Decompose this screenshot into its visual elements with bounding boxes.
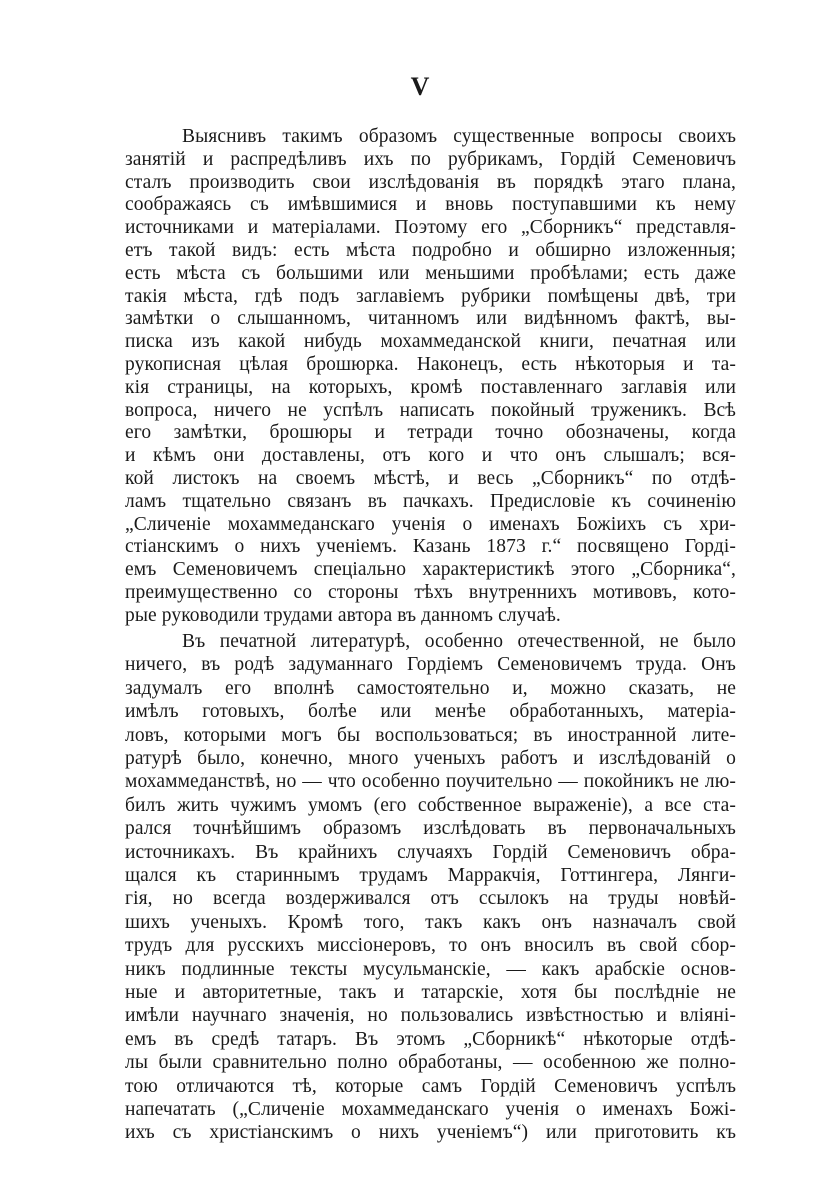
text-line: ные и авторитетные, такъ и татарскіе, хотя бы послѣдніе не (125, 982, 736, 1003)
text-line: источниками и матеріалами. Поэтому его „Сборникъ“ представля- (125, 217, 736, 239)
text-line: „Сличеніе мохаммеданскаго ученія о именахъ Божіихъ съ хри- (125, 513, 736, 535)
text-line: никъ подлинные тексты мусульманскіе, — какъ арабскіе основ- (125, 958, 736, 980)
text-line: ловъ, которыми могъ бы воспользоваться; въ иностранной лите- (125, 724, 736, 746)
text-line: рукописная цѣлая брошюрка. Наконецъ, есть нѣкоторыя и та- (125, 354, 736, 375)
text-line: гія, но всегда воздерживался отъ ссылокъ на труды новѣй- (125, 888, 736, 910)
text-line: кія страницы, на которыхъ, кромѣ поставленнаго заглавія или (125, 376, 736, 398)
text-line: Въ печатной литературѣ, особенно отечественной, не было (182, 631, 736, 652)
text-line: занятій и распредѣливъ ихъ по рубрикамъ, Гордій Семеновичъ (125, 148, 736, 170)
text-line: шихъ ученыхъ. Кромѣ того, такъ какъ онъ назначалъ свой (125, 911, 736, 933)
text-line: кой листокъ на своемъ мѣстѣ, и весь „Сборникъ“ по отдѣ- (125, 468, 736, 489)
text-line: напечатать („Сличеніе мохаммеданскаго ученія о именахъ Божі- (125, 1099, 736, 1120)
text-line: стіанскимъ о нихъ ученіемъ. Казань 1873 г.“ посвящено Горді- (125, 536, 736, 558)
text-line: вопроса, ничего не успѣлъ написать покойный труженикъ. Всѣ (125, 399, 736, 421)
text-line: преимущественно со стороны тѣхъ внутреннихъ мотивовъ, кото- (125, 582, 736, 603)
text-line: сталъ производить свои изслѣдованія въ порядкѣ этаго плана, (125, 171, 736, 193)
text-line: щался къ стариннымъ трудамъ Марракчія, Готтингера, Лянги- (125, 865, 736, 886)
text-line: такія мѣста, гдѣ подъ заглавіемъ рубрики помѣщены двѣ, три (125, 285, 736, 307)
text-line: лы были сравнительно полно обработаны, — особенною же полно- (125, 1052, 736, 1074)
text-line: ламъ тщательно связанъ въ пачкахъ. Предисловіе къ сочиненію (125, 490, 736, 512)
text-line: имѣли научнаго значенія, но пользовались извѣстностью и вліяні- (125, 1005, 736, 1027)
text-line: и кѣмъ они доставлены, отъ кого и что онъ слышалъ; вся- (125, 445, 736, 467)
text-line: билъ жить чужимъ умомъ (его собственное выраженіе), а все ста- (125, 794, 736, 816)
text-line: мохаммеданствѣ, но — что особенно поучительно — покойникъ не лю- (125, 771, 736, 793)
text-line: имѣлъ готовыхъ, болѣе или менѣе обработанныхъ, матеріа- (125, 701, 736, 723)
text-line: тою отличаются тѣ, которые самъ Гордій Семеновичъ успѣлъ (125, 1075, 736, 1097)
text-line: есть мѣста съ большими или меньшими пробѣлами; есть даже (125, 262, 736, 284)
text-line: ихъ съ христіанскимъ о нихъ ученіемъ“) или приготовить къ (125, 1122, 736, 1144)
text-line: трудъ для русскихъ миссіонеровъ, то онъ вносилъ въ свой сбор- (125, 935, 736, 957)
text-line: емъ Семеновичемъ спеціально характеристикѣ этого „Сборника“, (125, 559, 736, 581)
text-line: Выяснивъ такимъ образомъ существенные вопросы своихъ (182, 126, 736, 147)
text-line: емъ въ средѣ татаръ. Въ этомъ „Сборникѣ“ нѣкоторые отдѣ- (125, 1028, 736, 1050)
text-line: етъ такой видъ: есть мѣста подробно и обширно изложенныя; (125, 240, 736, 261)
text-line: источникахъ. Въ крайнихъ случаяхъ Гордій Семеновичъ обра- (125, 841, 736, 863)
page-number: V (410, 72, 430, 101)
text-line: замѣтки о слышанномъ, читанномъ или видѣнномъ фактѣ, вы- (125, 308, 736, 330)
text-line: писка изъ какой нибудь мохаммеданской книги, печатная или (125, 331, 736, 353)
text-line: ратурѣ было, конечно, много ученыхъ работъ и изслѣдованій о (125, 748, 736, 769)
text-line: задумалъ его вполнѣ самостоятельно и, можно сказать, не (125, 677, 736, 699)
text-line: ничего, въ родѣ задуманнаго Гордіемъ Семеновичемъ труда. Онъ (125, 654, 736, 676)
text-line: его замѣтки, брошюры и тетради точно обозначены, когда (125, 422, 736, 444)
text-line: рался точнѣйшимъ образомъ изслѣдовать въ первоначальныхъ (125, 818, 736, 840)
text-line: рые руководили трудами автора въ данномъ случаѣ. (125, 604, 561, 626)
text-line: соображаясь съ имѣвшимися и вновь поступавшими къ нему (125, 194, 736, 216)
